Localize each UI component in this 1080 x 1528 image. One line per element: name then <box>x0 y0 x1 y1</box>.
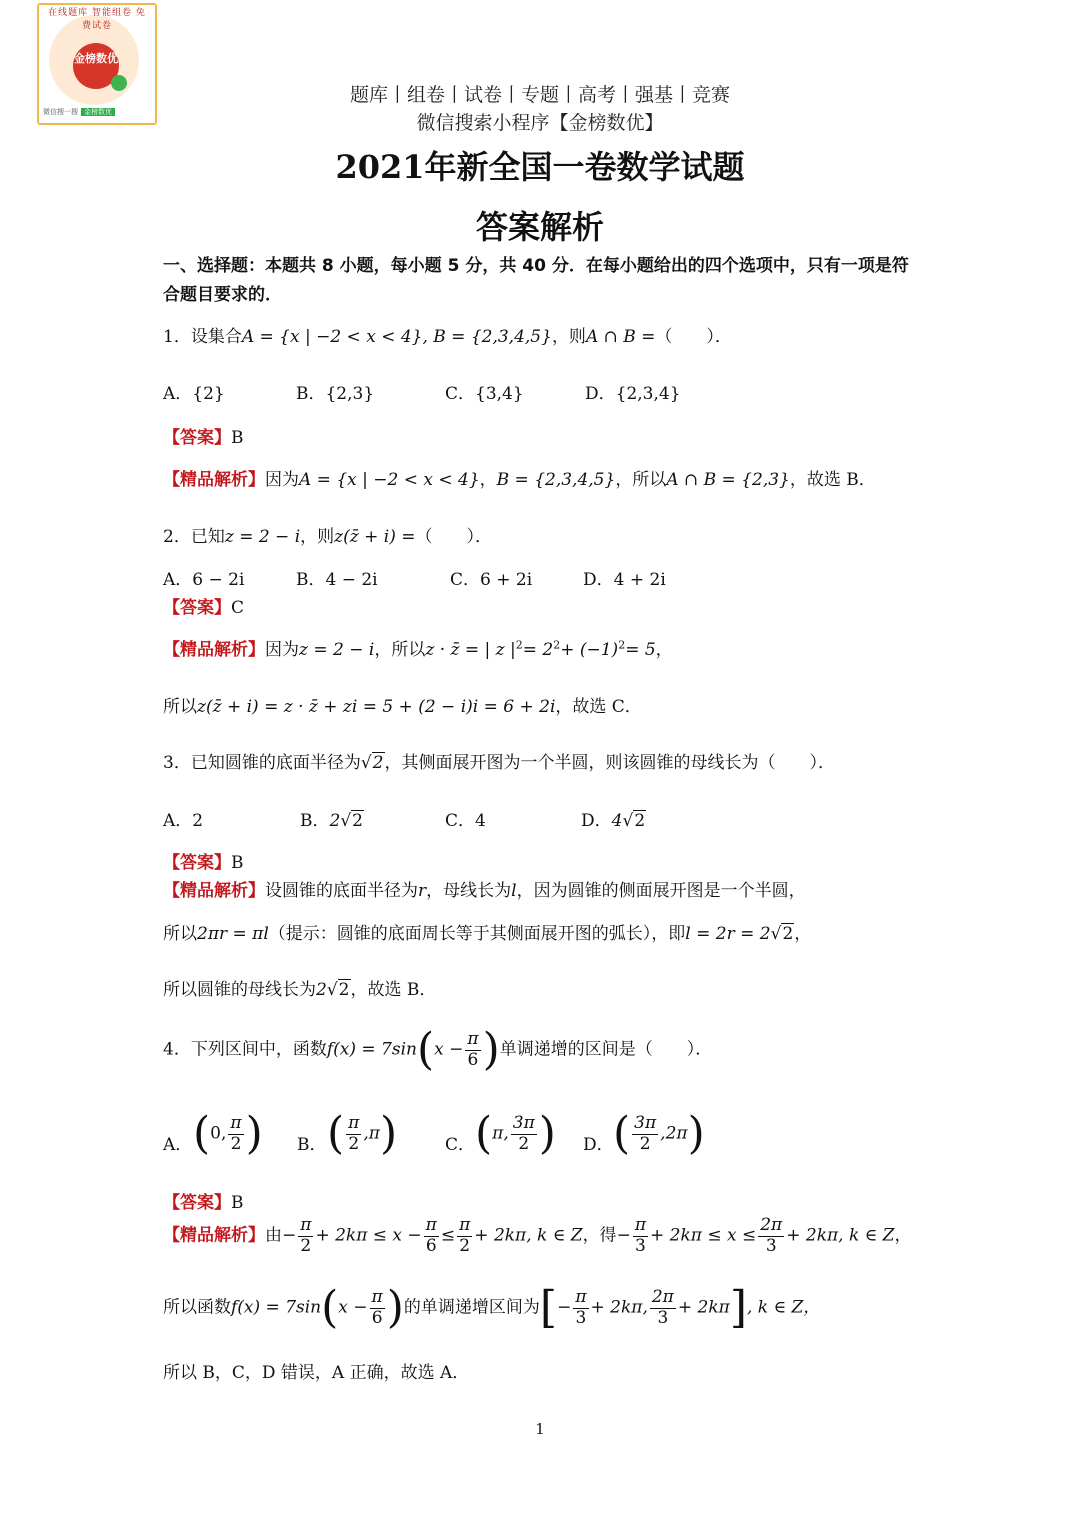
logo-search-text: 微信搜一搜 <box>43 108 78 116</box>
q3-analysis: 【精品解析】设圆锥的底面半径为r，母线长为l，因为圆锥的侧面展开图是一个半圆， <box>163 881 806 901</box>
logo-center-badge: 金榜数优 <box>73 43 119 89</box>
q2-answer: 【答案】C <box>163 598 245 618</box>
q2-option-d: D．4 + 2i <box>583 570 666 590</box>
q1-option-d: D．{2,3,4} <box>585 384 681 404</box>
q3-option-c: C．4 <box>445 811 486 831</box>
q3-analysis-line2: 所以2πr = πl（提示：圆锥的底面周长等于其侧面展开图的弧长），即l = 2r = 2√2， <box>163 924 812 944</box>
q2-options <box>0 565 1080 591</box>
page-title: 2021年新全国一卷数学试题 <box>335 148 745 186</box>
q2-analysis: 【精品解析】因为z = 2 − i，所以z · z̄ = | z $|^2= 2^2+ (-1)^2= 5$， <box>163 638 673 660</box>
logo-arc-text: 在线题库 智能组卷 免费试卷 <box>48 8 146 31</box>
q3-answer: 【答案】B <box>163 853 244 873</box>
q3-option-b: B．2√2 <box>300 811 363 831</box>
q4-analysis-line3: 所以 B，C，D 错误，A 正确，故选 A． <box>163 1363 470 1383</box>
q1-options <box>0 379 1080 405</box>
q1-option-c: C．{3,4} <box>445 384 524 404</box>
q4-stem: 4．下列区间中，函数f(x) = 7sin(x − $\frac{\pi}{6}$ )单调递增的区间是（ ）． <box>163 1024 713 1075</box>
q2-analysis-line2: 所以z(z̄ + i) = z · z̄ + zi = 5 + (2 − i)i = 6 + 2i，故选 C． <box>163 697 642 717</box>
q3-stem: 3．已知圆锥的底面半径为√2，其侧面展开图为一个半圆，则该圆锥的母线长为（ ）． <box>163 753 835 773</box>
q4-answer: 【答案】B <box>163 1193 244 1213</box>
q4-option-d-label: D． <box>583 1135 614 1155</box>
q3-option-a: A．2 <box>163 811 204 831</box>
q2-option-b: B．4 − 2i <box>296 570 378 590</box>
page-subtitle: 答案解析 <box>475 208 604 246</box>
q1-answer: 【答案】B <box>163 428 244 448</box>
q4-option-d: ( $\frac{3\pi}{2}$ ,2π) <box>613 1108 705 1159</box>
q2-stem: 2．已知z = 2 − i，则z(z̄ + i) =（ ）． <box>163 527 492 547</box>
header-subtitle: 微信搜索小程序【金榜数优】 <box>416 112 664 134</box>
sqrt-symbol: √ <box>360 753 372 773</box>
q4-option-b-label: B． <box>297 1135 327 1155</box>
logo-search-tag: 金榜数优 <box>81 108 115 116</box>
q2-option-c: C．6 + 2i <box>450 570 533 590</box>
q4-option-a-label: A． <box>163 1135 193 1155</box>
q1-option-a: A．{2} <box>163 384 225 404</box>
q3-analysis-line3: 所以圆锥的母线长为2√2，故选 B． <box>163 980 437 1000</box>
q4-analysis: 【精品解析】由− $\frac{\pi}{2}$ + 2kπ ≤ x − $\frac{\pi}{6}$ ≤ $\frac{\pi}{2}$ + 2kπ, k ∈ Z，得− $\frac{\pi}{3}$ + 2kπ ≤ x ≤ $\frac{2\pi}{3}$ + 2kπ, k ∈ Z， <box>163 1215 912 1256</box>
q4-option-c-label: C． <box>445 1135 476 1155</box>
q1-option-b: B．{2,3} <box>296 384 375 404</box>
q4-options <box>0 1108 1080 1172</box>
q4-option-b: ( $\frac{\pi}{2}$ ,π) <box>327 1108 398 1159</box>
q3-option-d: D．4√2 <box>581 811 646 831</box>
pi-over-6: $\frac{\pi}{6}$ <box>467 1028 479 1070</box>
q2-option-a: A．6 − 2i <box>163 570 245 590</box>
header-nav: 题库丨组卷丨试卷丨专题丨高考丨强基丨竞赛 <box>349 84 730 106</box>
section-heading: 一、选择题：本题共 8 小题，每小题 5 分，共 40 分．在每小题给出的四个选项中，只有一项是符合题目要求的． <box>163 256 909 305</box>
q4-option-a: (0, $\frac{\pi}{2}$ ) <box>193 1108 263 1159</box>
q3-options <box>0 806 1080 832</box>
q1-analysis: 【精品解析】因为A = {x | −2 < x < 4}，B = {2,3,4,5}，所以A ∩ B = {2,3}，故选 B． <box>163 470 876 490</box>
q4-analysis-line2: 所以函数f(x) = 7sin(x − $\frac{\pi}{6}$ )的单调递增区间为[− $\frac{\pi}{3}$ + 2kπ, $\frac{2\pi}{3}$ + 2kπ], k ∈ Z， <box>163 1282 821 1333</box>
page-number: 1 <box>535 1420 545 1438</box>
q1-stem: 1．设集合A = {x | −2 < x < 4}, B = {2,3,4,5}，则A ∩ B =（ ）． <box>163 327 732 347</box>
q4-option-c: (π, $\frac{3\pi}{2}$ ) <box>475 1108 556 1159</box>
